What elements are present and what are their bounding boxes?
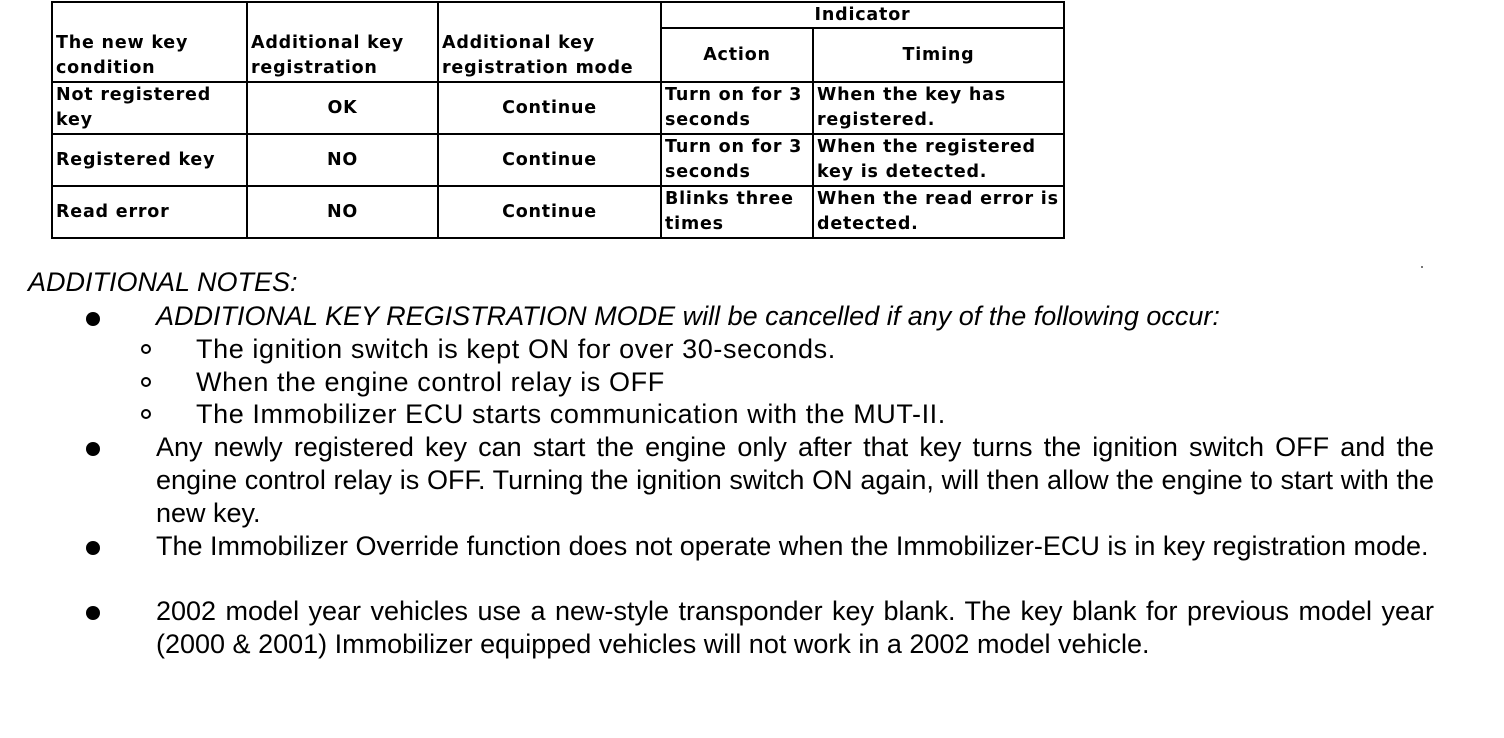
cell-condition: Not registered key	[52, 82, 247, 134]
notes-heading: ADDITIONAL NOTES:	[28, 267, 298, 297]
header-action: Action	[661, 28, 813, 82]
sub-list-item	[0, 398, 1504, 431]
bullet-icon	[86, 442, 100, 456]
sub-item-text: The Immobilizer ECU starts communication with the MUT-II.	[196, 399, 946, 429]
bullet-icon	[86, 312, 100, 326]
scan-speck	[1421, 266, 1423, 268]
cell-mode: Continue	[438, 82, 661, 134]
bullet-icon	[86, 541, 100, 555]
cell-condition: Registered key	[52, 134, 247, 186]
cell-action: Turn on for 3 seconds	[661, 134, 813, 186]
cell-additional: OK	[247, 82, 438, 134]
cell-mode: Continue	[438, 186, 661, 238]
cell-timing: When the read error is detected.	[813, 186, 1064, 238]
cell-timing: When the key has registered.	[813, 82, 1064, 134]
header-additional-key-registration: Additional key registration	[247, 2, 438, 82]
key-registration-table	[51, 1, 1065, 239]
cell-condition: Read error	[52, 186, 247, 238]
header-indicator: Indicator	[661, 2, 1064, 28]
cell-additional: NO	[247, 186, 438, 238]
bullet-text: 2002 model year vehicles use a new-style transponder key blank. The key blank for previous model year (2000 & 2001) Immobilizer equipped vehicles will not work in a 2002 model vehicle.	[156, 596, 1434, 659]
sub-item-text: When the engine control relay is OFF	[196, 367, 665, 397]
header-timing: Timing	[813, 28, 1064, 82]
table-row	[52, 82, 1064, 134]
table-row	[52, 186, 1064, 238]
cell-timing: When the registered key is detected.	[813, 134, 1064, 186]
table-row	[52, 134, 1064, 186]
bullet-text: Any newly registered key can start the engine only after that key turns the ignition switch OFF and the engine control relay is OFF. Turning the ignition switch ON again, will then allow the engine to start with the new key.	[156, 432, 1434, 528]
header-registration-mode: Additional key registration mode	[438, 2, 661, 82]
sub-item-text: The ignition switch is kept ON for over 30-seconds.	[196, 334, 836, 364]
bullet-icon	[86, 606, 100, 620]
bullet-text: ADDITIONAL KEY REGISTRATION MODE will be cancelled if any of the following occur:	[156, 301, 1220, 331]
sub-list-item	[0, 333, 1504, 366]
cell-additional: NO	[247, 134, 438, 186]
circle-bullet-icon	[141, 409, 151, 419]
cell-action: Turn on for 3 seconds	[661, 82, 813, 134]
bullet-text: The Immobilizer Override function does not operate when the Immobilizer-ECU is in key registration mode.	[156, 531, 1429, 561]
cell-action: Blinks three times	[661, 186, 813, 238]
circle-bullet-icon	[141, 344, 151, 354]
cell-mode: Continue	[438, 134, 661, 186]
header-new-key-condition: The new key condition	[52, 2, 247, 82]
sub-list-item	[0, 366, 1504, 399]
circle-bullet-icon	[141, 377, 151, 387]
